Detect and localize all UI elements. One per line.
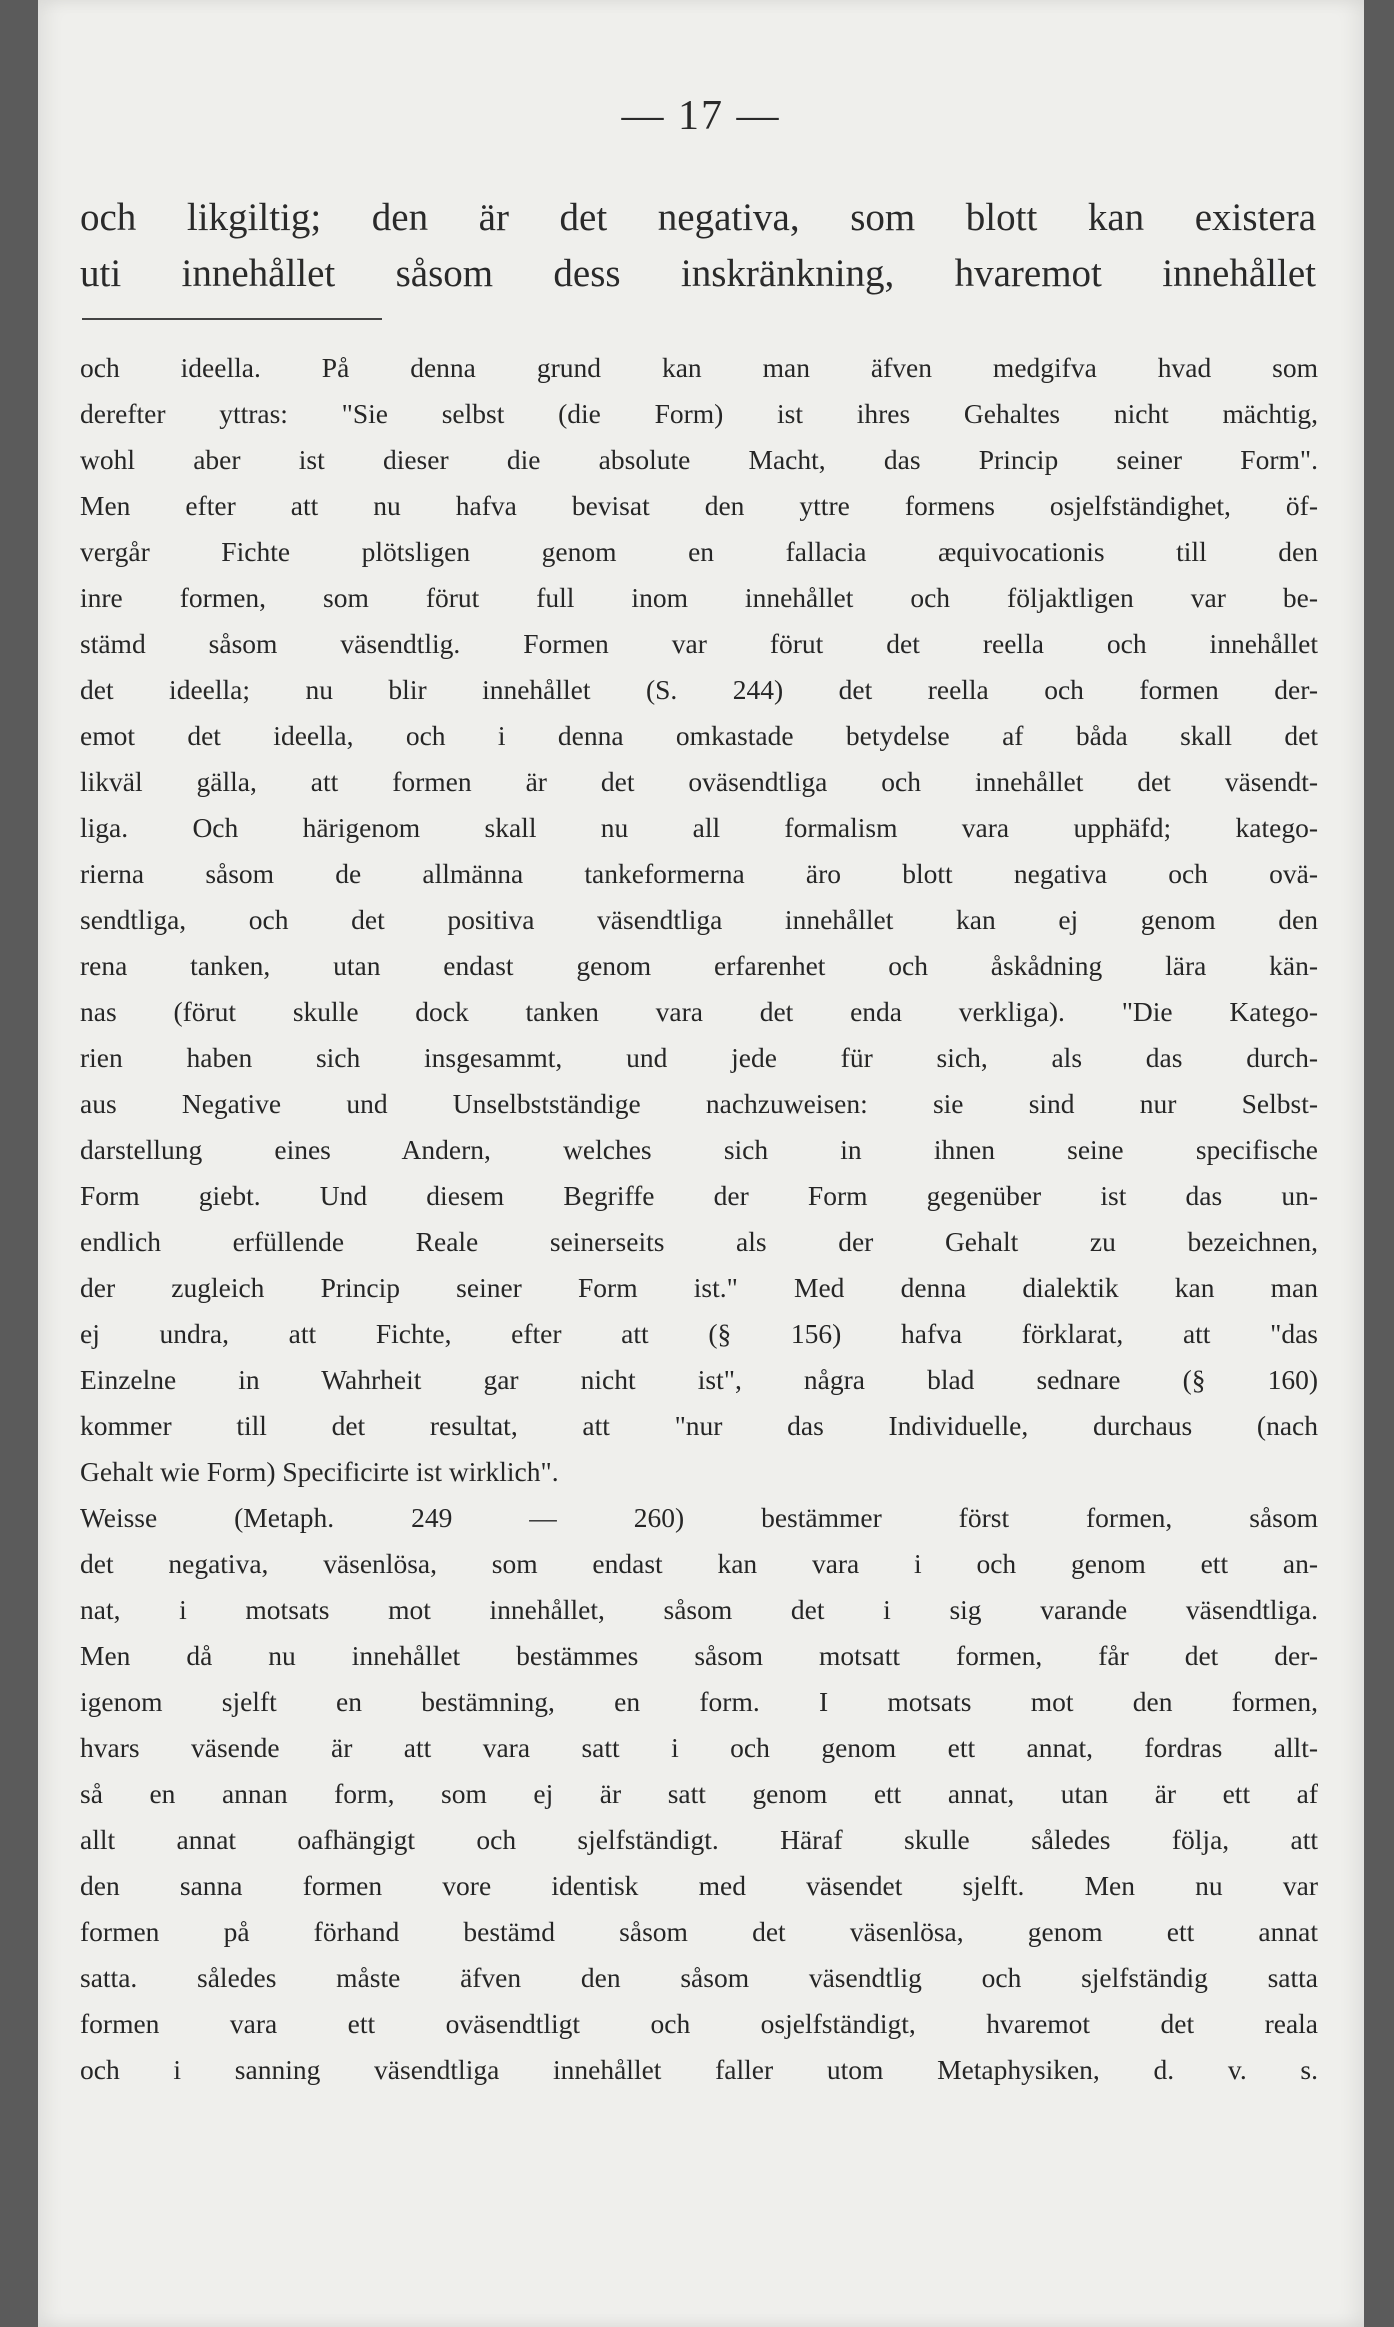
main-text-line: uti innehållet såsom dess inskränkning, hvaremot innehållet xyxy=(80,252,1316,295)
footnote-line: allt annat oafhängigt och sjelfständigt. Häraf skulle således följa, att xyxy=(80,1824,1318,1855)
page-number-header: — 17 — xyxy=(621,93,781,139)
footnote-line: rien haben sich insgesammt, und jede für sich, als das durch- xyxy=(80,1042,1318,1073)
main-text xyxy=(80,190,1316,302)
footnote-line: det ideella; nu blir innehållet (S. 244) det reella och formen der- xyxy=(80,674,1318,705)
footnote-line: hvars väsende är att vara satt i och genom ett annat, fordras allt- xyxy=(80,1732,1318,1763)
footnote-line: igenom sjelft en bestämning, en form. I motsats mot den formen, xyxy=(80,1686,1318,1717)
footnote-line: emot det ideella, och i denna omkastade betydelse af båda skall det xyxy=(80,720,1318,751)
footnote-divider xyxy=(82,318,382,320)
footnote-line: Men efter att nu hafva bevisat den yttre formens osjelfständighet, öf- xyxy=(80,490,1318,521)
footnote-line: och i sanning väsendtliga innehållet faller utom Metaphysiken, d. v. s. xyxy=(80,2054,1318,2085)
footnote-line: så en annan form, som ej är satt genom ett annat, utan är ett af xyxy=(80,1778,1318,1809)
footnote-line: formen på förhand bestämd såsom det väsenlösa, genom ett annat xyxy=(80,1916,1318,1947)
footnote-text xyxy=(80,345,1318,2093)
footnote-line: nas (förut skulle dock tanken vara det enda verkliga). "Die Katego- xyxy=(80,996,1318,1027)
footnote-line: vergår Fichte plötsligen genom en fallacia æquivocationis till den xyxy=(80,536,1318,567)
footnote-line: wohl aber ist dieser die absolute Macht, das Princip seiner Form". xyxy=(80,444,1318,475)
footnote-line: det negativa, väsenlösa, som endast kan vara i och genom ett an- xyxy=(80,1548,1318,1579)
footnote-line: Weisse (Metaph. 249 — 260) bestämmer först formen, såsom xyxy=(80,1502,1318,1533)
footnote-line: likväl gälla, att formen är det oväsendtliga och innehållet det väsendt- xyxy=(80,766,1318,797)
footnote-line: endlich erfüllende Reale seinerseits als der Gehalt zu bezeichnen, xyxy=(80,1226,1318,1257)
footnote-line: den sanna formen vore identisk med väsendet sjelft. Men nu var xyxy=(80,1870,1318,1901)
footnote-line: Form giebt. Und diesem Begriffe der Form gegenüber ist das un- xyxy=(80,1180,1318,1211)
footnote-line: rierna såsom de allmänna tankeformerna äro blott negativa och ovä- xyxy=(80,858,1318,889)
footnote-line: darstellung eines Andern, welches sich in ihnen seine specifische xyxy=(80,1134,1318,1165)
footnote-line: ej undra, att Fichte, efter att (§ 156) hafva förklarat, att "das xyxy=(80,1318,1318,1349)
footnote-line: satta. således måste äfven den såsom väsendtlig och sjelfständig satta xyxy=(80,1962,1318,1993)
footnote-line: derefter yttras: "Sie selbst (die Form) ist ihres Gehaltes nicht mächtig, xyxy=(80,398,1318,429)
footnote-line: Men då nu innehållet bestämmes såsom motsatt formen, får det der- xyxy=(80,1640,1318,1671)
footnote-line: stämd såsom väsendtlig. Formen var förut det reella och innehållet xyxy=(80,628,1318,659)
footnote-line: formen vara ett oväsendtligt och osjelfständigt, hvaremot det reala xyxy=(80,2008,1318,2039)
footnote-line: der zugleich Princip seiner Form ist." Med denna dialektik kan man xyxy=(80,1272,1318,1303)
footnote-line: och ideella. På denna grund kan man äfven medgifva hvad som xyxy=(80,352,1318,383)
footnote-line: inre formen, som förut full inom innehållet och följaktligen var be- xyxy=(80,582,1318,613)
footnote-line: rena tanken, utan endast genom erfarenhet och åskådning lära kän- xyxy=(80,950,1318,981)
footnote-line: sendtliga, och det positiva väsendtliga innehållet kan ej genom den xyxy=(80,904,1318,935)
footnote-line: kommer till det resultat, att "nur das Individuelle, durchaus (nach xyxy=(80,1410,1318,1441)
footnote-line: Gehalt wie Form) Specificirte ist wirklich". xyxy=(80,1456,559,1487)
footnote-line: Einzelne in Wahrheit gar nicht ist", några blad sednare (§ 160) xyxy=(80,1364,1318,1395)
footnote-line: liga. Och härigenom skall nu all formalism vara upphäfd; katego- xyxy=(80,812,1318,843)
footnote-line: nat, i motsats mot innehållet, såsom det i sig varande väsendtliga. xyxy=(80,1594,1318,1625)
main-text-line: och likgiltig; den är det negativa, som blott kan existera xyxy=(80,196,1316,239)
book-page xyxy=(38,0,1364,2327)
footnote-line: aus Negative und Unselbstständige nachzuweisen: sie sind nur Selbst- xyxy=(80,1088,1318,1119)
